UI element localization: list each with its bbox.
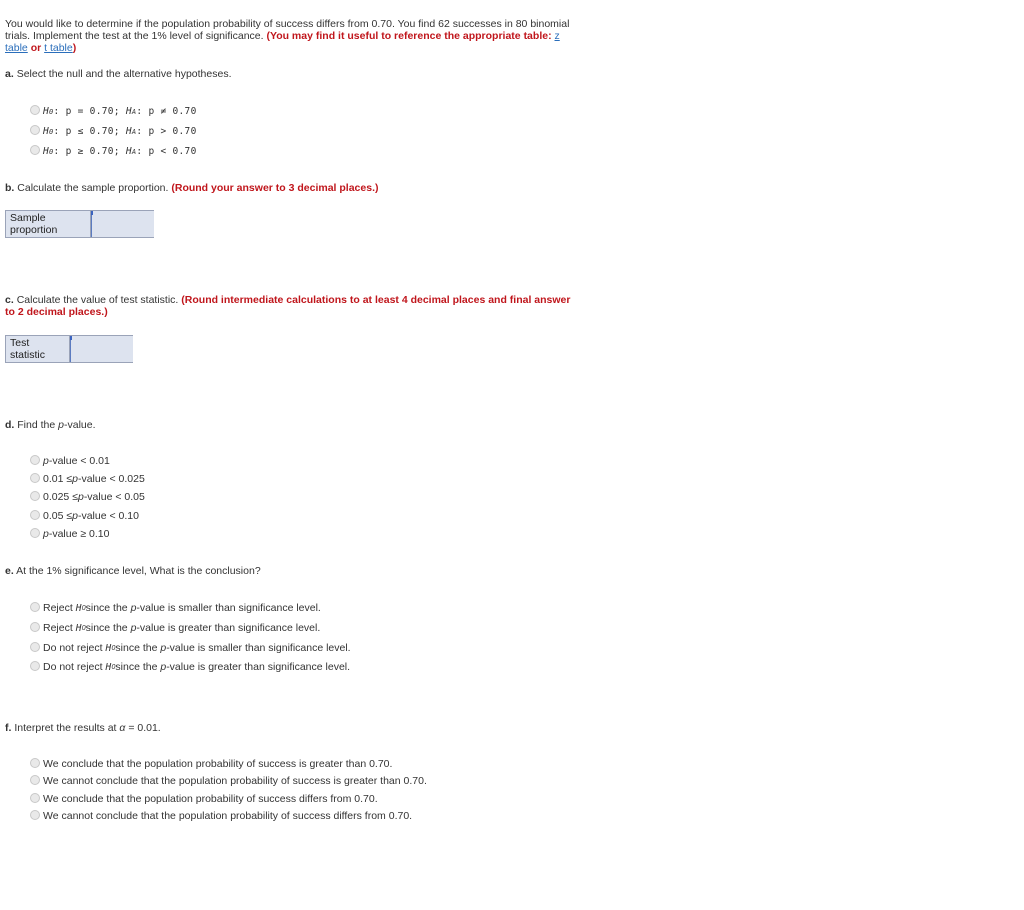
label-line-2: statistic — [10, 349, 46, 361]
sample-proportion-label — [6, 211, 91, 237]
p-symbol: p — [160, 642, 167, 654]
p-symbol: p — [43, 455, 49, 467]
h0-sub: 0 — [81, 624, 86, 632]
t-table-link[interactable]: t table — [44, 42, 73, 54]
interpretation-option-2[interactable] — [30, 775, 427, 787]
hypothesis-option-3[interactable] — [30, 146, 197, 157]
radio-button[interactable] — [30, 473, 40, 483]
h0-sub: 0 — [111, 663, 116, 671]
pvalue-option-3[interactable] — [30, 491, 145, 503]
h0-sub: 0 — [49, 107, 54, 116]
colon: : — [136, 146, 143, 157]
colon: : — [53, 126, 60, 137]
ha-symbol: H — [125, 146, 132, 157]
radio-button[interactable] — [30, 810, 40, 820]
or-word: or — [30, 42, 42, 54]
test-statistic-input[interactable] — [70, 336, 133, 362]
conclusion-option-1[interactable] — [30, 602, 321, 614]
colon: : — [136, 126, 143, 137]
question-f-letter: f. — [5, 722, 12, 734]
radio-button[interactable] — [30, 491, 40, 501]
label-line-1: Sample — [10, 212, 46, 224]
hypothesis-option-1[interactable] — [30, 106, 197, 117]
test-statistic-cell — [70, 336, 132, 362]
pvalue-option-4[interactable] — [30, 510, 139, 522]
pvalue-option-1[interactable] — [30, 455, 110, 467]
h0-sub: 0 — [111, 644, 116, 652]
colon: : — [53, 106, 60, 117]
option-post: -value < 0.10 — [77, 510, 139, 522]
radio-button[interactable] — [30, 642, 40, 652]
question-f-prefix: Interpret the results at — [14, 722, 117, 734]
test-statistic-box — [5, 335, 133, 363]
option-pre: 0.05 ≤ — [43, 510, 73, 522]
interpretation-option-4[interactable] — [30, 810, 412, 822]
ha-sub: A — [131, 127, 137, 136]
question-f — [5, 722, 161, 734]
p-symbol: p — [160, 661, 167, 673]
option-pre: Reject — [43, 602, 73, 614]
option-mid: since the — [85, 602, 128, 614]
option-mid: since the — [85, 622, 128, 634]
option-text: We cannot conclude that the population probability of success differs from 0.70. — [43, 810, 413, 822]
label-line-2: proportion — [10, 224, 58, 236]
h0-symbol: H — [75, 602, 82, 614]
h0-symbol: H — [75, 622, 82, 634]
input-corner-marker — [91, 211, 93, 215]
h0-symbol: H — [43, 126, 50, 137]
question-b-note: (Round your answer to 3 decimal places.) — [171, 182, 379, 194]
question-c-note-line-1: (Round intermediate calculations to at least 4 decimal places and final answer — [181, 294, 571, 306]
radio-button[interactable] — [30, 455, 40, 465]
question-c-note-line-2: to 2 decimal places.) — [5, 306, 108, 318]
pvalue-option-5[interactable] — [30, 528, 109, 540]
question-a-text: Select the null and the alternative hypotheses. — [16, 68, 232, 80]
question-d-letter: d. — [5, 419, 15, 431]
option-post: -value < 0.01 — [48, 455, 110, 467]
hypothesis-option-2[interactable] — [30, 126, 197, 137]
option-post: -value is smaller than significance level. — [136, 602, 321, 614]
option-pre: 0.01 ≤ — [43, 473, 73, 485]
question-e-text: At the 1% significance level, What is the conclusion? — [16, 565, 261, 577]
h0-expression: p ≥ 0.70; — [65, 146, 120, 157]
problem-statement — [5, 18, 585, 54]
question-c — [5, 294, 595, 318]
question-c-text: Calculate the value of test statistic. — [16, 294, 179, 306]
sample-proportion-input[interactable] — [91, 211, 154, 237]
ha-expression: p ≠ 0.70 — [148, 106, 197, 117]
option-pre: Reject — [43, 622, 73, 634]
option-post: -value < 0.025 — [77, 473, 145, 485]
h0-expression: p = 0.70; — [65, 106, 120, 117]
radio-button[interactable] — [30, 758, 40, 768]
option-mid: since the — [115, 661, 158, 673]
ha-expression: p < 0.70 — [148, 146, 197, 157]
option-text: We conclude that the population probability of success differs from 0.70. — [43, 793, 378, 805]
problem-text: You would like to determine if the population probability of success differs from 0.70. You find 62 successes in 80 binomial trials. Implement the test at the 1% level of significance. — [5, 18, 570, 42]
conclusion-option-2[interactable] — [30, 622, 320, 634]
ha-expression: p > 0.70 — [148, 126, 197, 137]
radio-button[interactable] — [30, 775, 40, 785]
h0-symbol: H — [43, 106, 50, 117]
option-pre: Do not reject — [43, 661, 103, 673]
table-hint-suffix: ) — [72, 42, 77, 54]
question-a — [5, 68, 232, 80]
radio-button[interactable] — [30, 145, 40, 155]
colon: : — [136, 106, 143, 117]
p-symbol: p — [77, 491, 84, 503]
h0-symbol: H — [43, 146, 50, 157]
sample-proportion-cell — [91, 211, 153, 237]
option-post: -value is smaller than significance level. — [166, 642, 351, 654]
conclusion-option-4[interactable] — [30, 661, 350, 673]
p-symbol: p — [72, 473, 78, 485]
option-pre: Do not reject — [43, 642, 103, 654]
radio-button[interactable] — [30, 661, 40, 671]
radio-button[interactable] — [30, 793, 40, 803]
h0-sub: 0 — [49, 147, 54, 156]
input-corner-marker — [70, 336, 72, 340]
pvalue-option-2[interactable] — [30, 473, 145, 485]
radio-button[interactable] — [30, 602, 40, 612]
h0-sub: 0 — [49, 127, 54, 136]
test-statistic-label — [6, 336, 70, 362]
option-pre: 0.025 ≤ — [43, 491, 78, 503]
ha-sub: A — [131, 147, 137, 156]
label-line-1: Test — [10, 337, 30, 349]
option-mid: since the — [115, 642, 158, 654]
radio-button[interactable] — [30, 105, 40, 115]
question-b-text: Calculate the sample proportion. — [17, 182, 169, 194]
question-e — [5, 565, 261, 577]
interpretation-option-1[interactable] — [30, 758, 392, 770]
radio-button[interactable] — [30, 125, 40, 135]
table-hint-prefix: (You may find it useful to reference the appropriate table: — [266, 30, 552, 42]
question-b — [5, 182, 379, 194]
question-e-letter: e. — [5, 565, 14, 577]
ha-symbol: H — [125, 126, 132, 137]
z-table-link[interactable]: z table — [5, 30, 560, 54]
alpha-symbol: α — [119, 722, 126, 734]
option-post: -value is greater than significance level. — [136, 622, 321, 634]
h0-symbol: H — [105, 642, 112, 654]
question-b-letter: b. — [5, 182, 15, 194]
radio-button[interactable] — [30, 510, 40, 520]
option-post: -value < 0.05 — [83, 491, 145, 503]
question-d-suffix: -value. — [63, 419, 96, 431]
colon: : — [53, 146, 60, 157]
p-symbol: p — [130, 622, 137, 634]
p-symbol: p — [72, 510, 78, 522]
h0-symbol: H — [105, 661, 112, 673]
radio-button[interactable] — [30, 528, 40, 538]
conclusion-option-3[interactable] — [30, 642, 351, 654]
question-f-suffix: = 0.01. — [125, 722, 161, 734]
h0-expression: p ≤ 0.70; — [65, 126, 120, 137]
question-a-letter: a. — [5, 68, 14, 80]
question-d-prefix: Find the — [17, 419, 56, 431]
interpretation-option-3[interactable] — [30, 793, 378, 805]
question-d — [5, 419, 96, 431]
ha-sub: A — [131, 107, 137, 116]
sample-proportion-box — [5, 210, 154, 238]
option-post: -value is greater than significance level. — [166, 661, 351, 673]
radio-button[interactable] — [30, 622, 40, 632]
option-text: We conclude that the population probability of success is greater than 0.70. — [43, 758, 393, 770]
p-symbol: p — [43, 528, 49, 540]
h0-sub: 0 — [81, 604, 86, 612]
p-symbol: p — [130, 602, 137, 614]
option-post: -value ≥ 0.10 — [48, 528, 110, 540]
question-c-letter: c. — [5, 294, 14, 306]
p-symbol: p — [58, 419, 64, 431]
ha-symbol: H — [125, 106, 132, 117]
option-text: We cannot conclude that the population probability of success is greater than 0.70. — [43, 775, 427, 787]
